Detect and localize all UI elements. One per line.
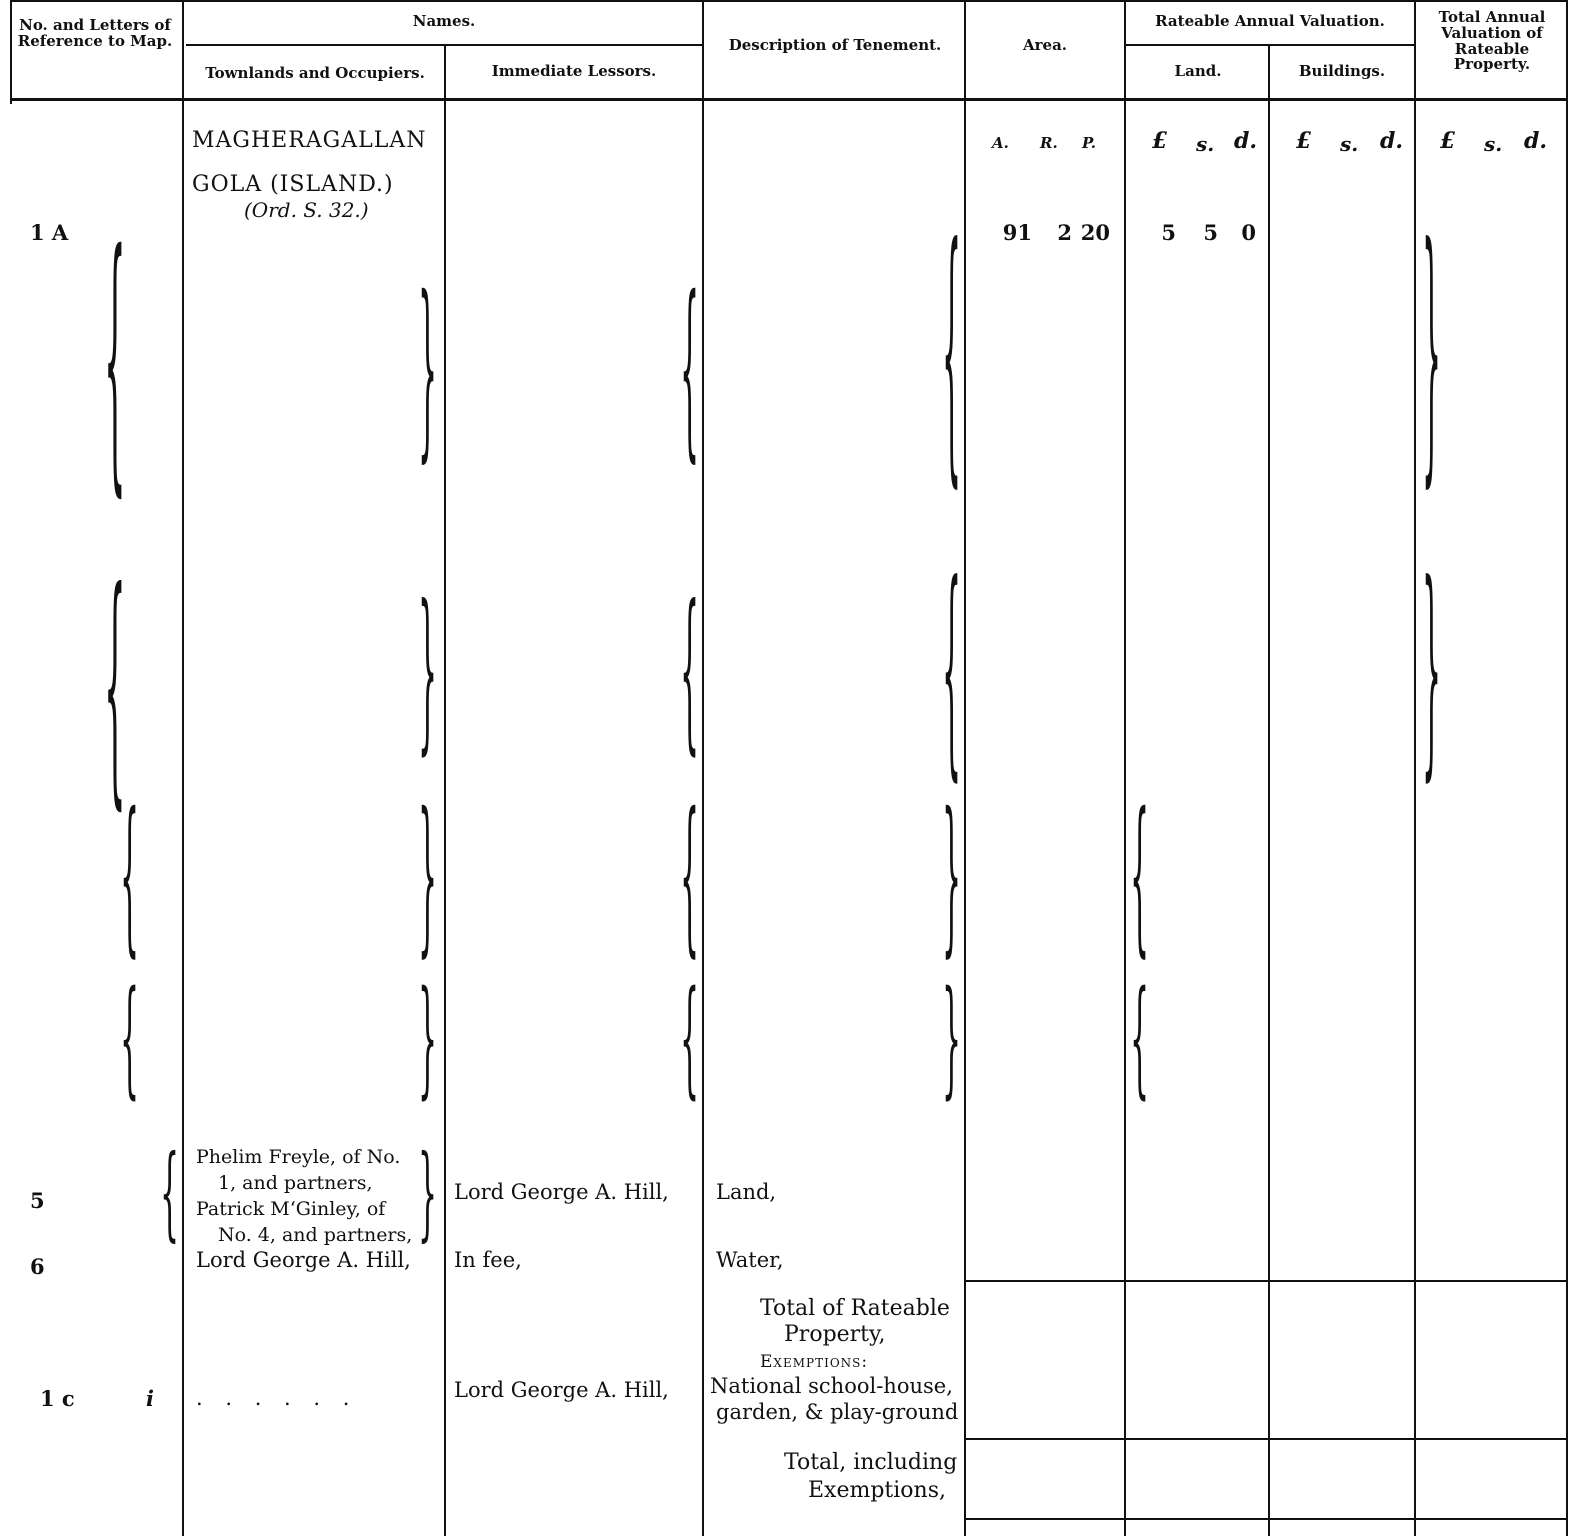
land-value-2: 0 bbox=[1241, 220, 1256, 245]
exempt-lessor: Lord George A. Hill, bbox=[454, 1378, 669, 1402]
header-buildings: Buildings. bbox=[1298, 62, 1386, 80]
exempt-desc-1: National school-house, bbox=[710, 1374, 953, 1398]
unit-pound-total: £ bbox=[1440, 128, 1456, 154]
row5-lessor: Lord George A. Hill, bbox=[454, 1180, 669, 1204]
total-rule-1 bbox=[966, 1280, 1568, 1282]
townland-name-2: GOLA (ISLAND.) bbox=[192, 172, 394, 197]
brace-1-total: } bbox=[1422, 196, 1442, 519]
rule-land bbox=[1268, 44, 1270, 1536]
brace-1-area: { bbox=[942, 196, 962, 519]
exempt-ref: 1 c bbox=[40, 1386, 75, 1411]
brace-4-names: } bbox=[418, 967, 438, 1115]
rule-desc bbox=[964, 0, 966, 1536]
total-rule-3 bbox=[966, 1518, 1568, 1520]
unit-a: A. bbox=[992, 134, 1009, 152]
including-label-2: Exemptions, bbox=[808, 1478, 947, 1503]
row5-ref: 5 bbox=[30, 1188, 45, 1213]
row-ref: 1 A bbox=[30, 220, 69, 245]
row5-desc: Land, bbox=[716, 1180, 777, 1204]
header-townlands: Townlands and Occupiers. bbox=[205, 64, 425, 82]
header-area: Area. bbox=[1022, 36, 1068, 54]
brace-5-names: } bbox=[418, 1135, 438, 1255]
brace-3-area: } bbox=[942, 781, 962, 978]
land-value-1: 5 bbox=[1203, 220, 1218, 245]
total-rateable-label-1: Total of Rateable bbox=[760, 1296, 950, 1321]
including-label-1: Total, including bbox=[784, 1450, 958, 1475]
area-0: 91 bbox=[1002, 220, 1032, 245]
land-value-0: 5 bbox=[1161, 220, 1176, 245]
rule-bld bbox=[1414, 0, 1416, 1536]
brace-4-desc: { bbox=[680, 967, 700, 1115]
rule-names bbox=[444, 44, 446, 1536]
brace-4-area: } bbox=[942, 967, 962, 1115]
brace-4-land: { bbox=[1130, 967, 1150, 1115]
unit-pound-bld: £ bbox=[1296, 128, 1312, 154]
unit-s-land: s. bbox=[1196, 132, 1215, 156]
header-ratable: Rateable Annual Valuation. bbox=[1155, 12, 1385, 30]
total-rule-2 bbox=[966, 1438, 1568, 1440]
brace-3-desc: { bbox=[680, 781, 700, 978]
row6-lessor: In fee, bbox=[454, 1248, 522, 1272]
exempt-desc-2: garden, & play-ground bbox=[716, 1400, 959, 1424]
unit-r: R. bbox=[1040, 134, 1058, 152]
rule-lessors bbox=[702, 0, 704, 1536]
brace-2-left: { bbox=[104, 541, 126, 838]
row5-line-2: 1, and partners, bbox=[218, 1172, 373, 1194]
exempt-name: . . . . . . bbox=[196, 1386, 358, 1410]
row6-desc: Water, bbox=[716, 1248, 784, 1272]
brace-1-left: { bbox=[104, 199, 126, 528]
header-total: Total Annual Valuation of Rateable Property. bbox=[1438, 8, 1546, 74]
unit-p: P. bbox=[1082, 134, 1097, 152]
row6-ref: 6 bbox=[30, 1254, 45, 1279]
row5-line-1: Phelim Freyle, of No. bbox=[196, 1146, 401, 1168]
rule-right bbox=[1566, 0, 1568, 1536]
header-land: Land. bbox=[1174, 62, 1222, 80]
townland-ord: (Ord. S. 32.) bbox=[244, 198, 369, 222]
total-rateable-label-2: Property, bbox=[784, 1322, 886, 1347]
header-ref: No. and Letters of Reference to Map. bbox=[17, 16, 173, 50]
header-bottom-rule bbox=[10, 98, 1568, 101]
header-lessors: Immediate Lessors. bbox=[491, 62, 657, 80]
header-description: Description of Tenement. bbox=[728, 36, 942, 54]
unit-d-total: d. bbox=[1524, 128, 1548, 154]
brace-3-left: { bbox=[120, 781, 140, 978]
unit-pound-land: £ bbox=[1152, 128, 1168, 154]
row5-line-4: No. 4, and partners, bbox=[218, 1224, 413, 1246]
rule-left bbox=[10, 0, 12, 104]
rule-ref bbox=[182, 0, 184, 1536]
rule-area bbox=[1124, 0, 1126, 1536]
exempt-letter: i bbox=[146, 1386, 154, 1411]
area-2: 20 bbox=[1080, 220, 1110, 245]
exemptions-label: Exemptions: bbox=[760, 1352, 869, 1372]
brace-2-names: } bbox=[418, 572, 438, 776]
brace-4-left: { bbox=[120, 967, 140, 1115]
ratable-rule bbox=[1126, 44, 1414, 46]
brace-2-area: { bbox=[942, 541, 962, 808]
brace-1-desc: { bbox=[680, 260, 700, 485]
row5-line-3: Patrick M‘Ginley, of bbox=[196, 1198, 386, 1220]
area-1: 2 bbox=[1057, 220, 1072, 245]
brace-5-left: { bbox=[160, 1135, 180, 1255]
townland-name-1: MAGHERAGALLAN bbox=[192, 128, 427, 153]
unit-s-bld: s. bbox=[1340, 132, 1359, 156]
row6-name: Lord George A. Hill, bbox=[196, 1248, 411, 1272]
brace-2-desc: { bbox=[680, 572, 700, 776]
brace-1-names: } bbox=[418, 260, 438, 485]
unit-d-bld: d. bbox=[1380, 128, 1404, 154]
header-names: Names. bbox=[412, 12, 476, 30]
unit-s-total: s. bbox=[1484, 132, 1503, 156]
top-rule bbox=[10, 0, 1568, 2]
brace-3-names: } bbox=[418, 781, 438, 978]
brace-3-land: { bbox=[1130, 781, 1150, 978]
unit-d-land: d. bbox=[1234, 128, 1258, 154]
brace-2-total: } bbox=[1422, 541, 1442, 808]
